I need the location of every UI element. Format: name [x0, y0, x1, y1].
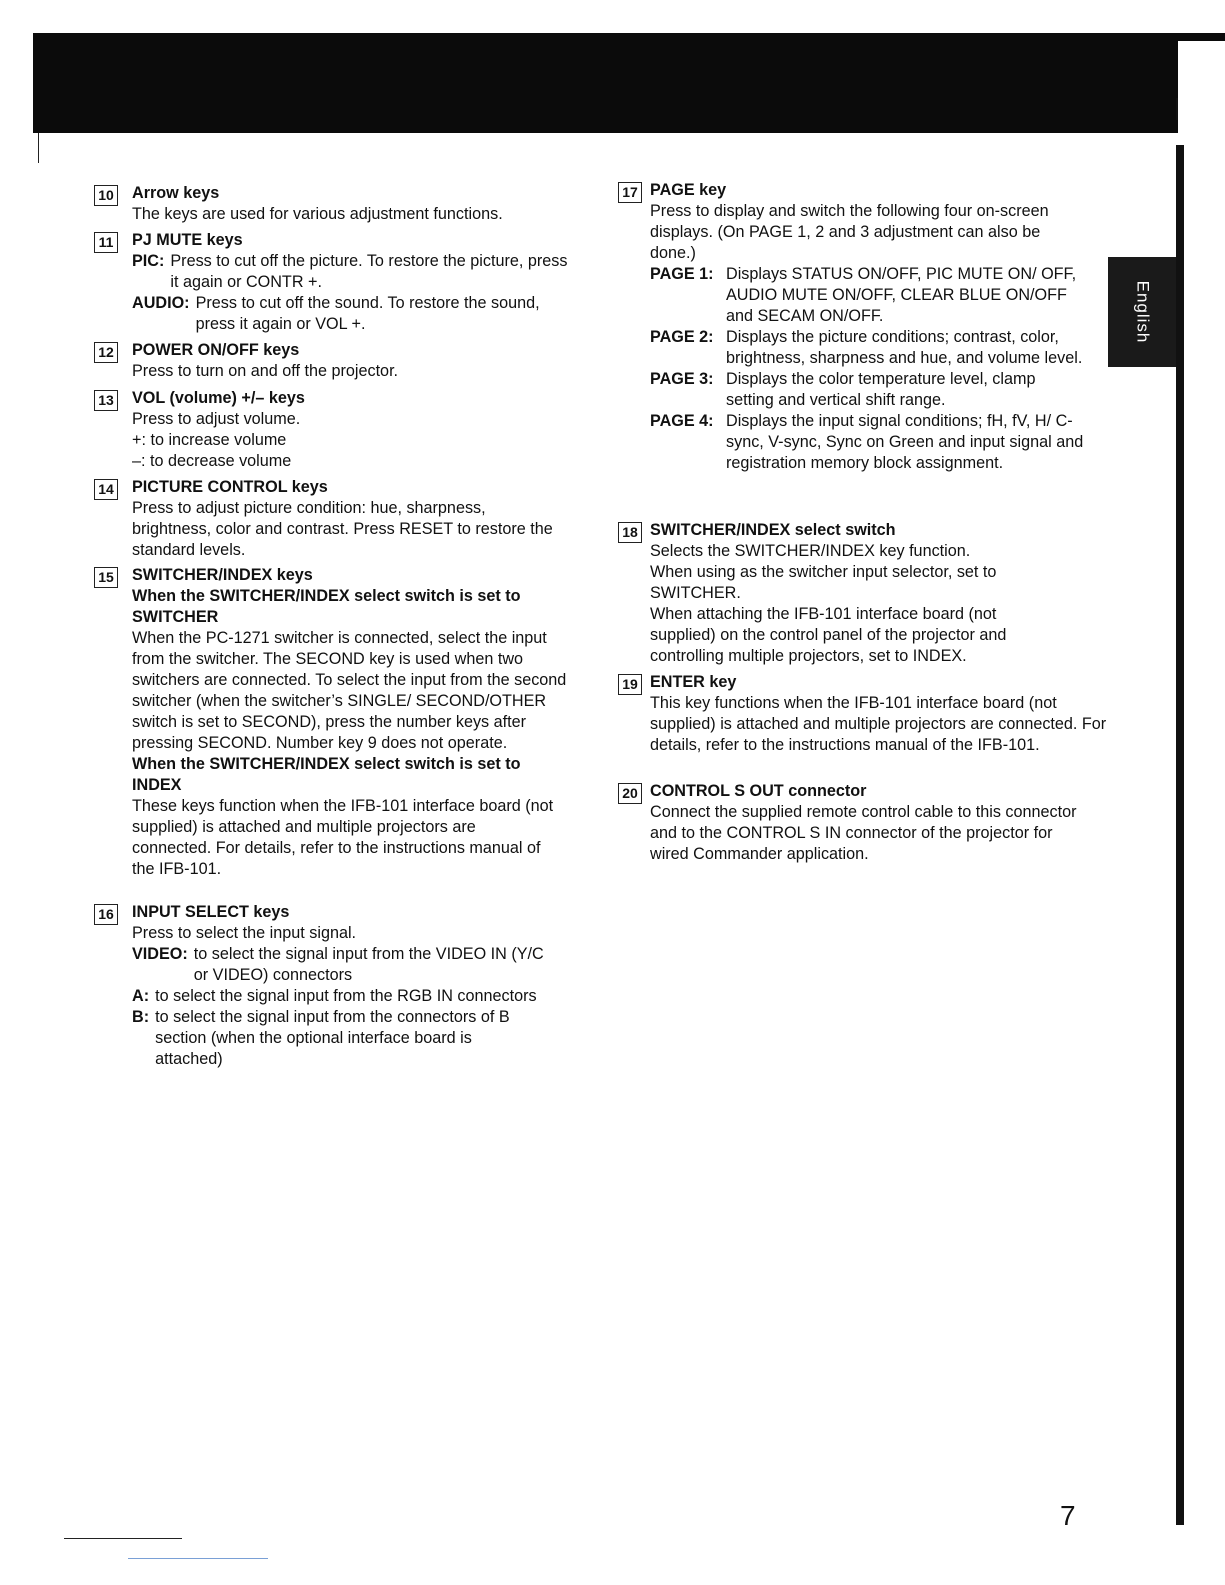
video-text: to select the signal input from the VIDEO IN (Y/C or VIDEO) connectors — [193, 945, 544, 984]
item-number: 16 — [94, 904, 118, 925]
page-text: Displays the input signal conditions; fH, fV, H/ C-sync, V-sync, Sync on Green and input signal and registration memory block assignment. — [726, 412, 1084, 472]
item-12 — [94, 340, 569, 382]
item-13 — [94, 388, 569, 472]
item-number: 15 — [94, 567, 118, 588]
item-text: When attaching the IFB-101 interface board (not supplied) on the control panel of the projector and controlling multiple projectors, set to INDEX. — [650, 605, 1007, 665]
pic-label: PIC: — [132, 252, 165, 270]
item-text: Press to select the input signal. — [132, 924, 357, 942]
item-number: 14 — [94, 479, 118, 500]
item-title: PJ MUTE keys — [132, 231, 243, 249]
b-label: B: — [132, 1008, 150, 1026]
right-edge-bar — [1176, 145, 1184, 1525]
item-20 — [618, 781, 1088, 865]
item-number: 19 — [618, 674, 642, 695]
page-text: Displays STATUS ON/OFF, PIC MUTE ON/ OFF, AUDIO MUTE ON/OFF, CLEAR BLUE ON/OFF and SECAM ON/OFF. — [726, 265, 1077, 325]
item-number: 10 — [94, 185, 118, 206]
item-18 — [618, 520, 1088, 667]
item-number: 20 — [618, 783, 642, 804]
page-label: PAGE 2: — [650, 328, 714, 346]
item-text: +: to increase volume — [132, 431, 287, 449]
a-text: to select the signal input from the RGB IN connectors — [155, 987, 537, 1005]
b-text: to select the signal input from the connectors of B section (when the optional interface board is attached) — [155, 1008, 510, 1068]
header-bar — [33, 33, 1178, 133]
item-title: VOL (volume) +/– keys — [132, 389, 305, 407]
item-number: 12 — [94, 342, 118, 363]
item-text: The keys are used for various adjustment functions. — [132, 205, 503, 223]
item-text: These keys function when the IFB-101 interface board (not supplied) is attached and multiple projectors are connected. For details, refer to the instructions manual of the IFB-101. — [132, 797, 554, 878]
item-15 — [94, 565, 569, 880]
video-label: VIDEO: — [132, 945, 188, 963]
item-title: INPUT SELECT keys — [132, 903, 290, 921]
item-10 — [94, 183, 569, 225]
item-17 — [618, 180, 1088, 474]
page-label: PAGE 1: — [650, 265, 714, 283]
item-title: SWITCHER/INDEX keys — [132, 566, 313, 584]
footer-rule-secondary — [128, 1558, 268, 1559]
item-text: When the PC-1271 switcher is connected, select the input from the switcher. The SECOND key is used when two switchers are connected. To select the input from the second switcher (when the switcher’s SINGLE/ SECOND/OTHER switch is set to SECOND), press the number keys after pressing SECOND. Number key 9 does not operate. — [132, 629, 567, 752]
item-text: Press to adjust volume. — [132, 410, 301, 428]
item-title: POWER ON/OFF keys — [132, 341, 300, 359]
item-11 — [94, 230, 569, 335]
item-title: Arrow keys — [132, 184, 220, 202]
item-title: SWITCHER/INDEX select switch — [650, 521, 896, 539]
language-tab — [1108, 257, 1176, 367]
item-title: CONTROL S OUT connector — [650, 782, 867, 800]
page-label: PAGE 4: — [650, 412, 714, 430]
item-number: 13 — [94, 390, 118, 411]
item-text: This key functions when the IFB-101 interface board (not supplied) is attached and multiple projectors are connected. For details, refer to the instructions manual of the IFB-101. — [650, 694, 1107, 754]
item-number: 11 — [94, 232, 118, 253]
language-tab-label: English — [1132, 280, 1152, 344]
item-title: PICTURE CONTROL keys — [132, 478, 328, 496]
page-text: Displays the color temperature level, clamp setting and vertical shift range. — [726, 370, 1036, 409]
audio-text: Press to cut off the sound. To restore the sound, press it again or VOL +. — [195, 294, 540, 333]
item-title: PAGE key — [650, 181, 727, 199]
item-14 — [94, 477, 569, 561]
audio-label: AUDIO: — [132, 294, 190, 312]
item-text: Press to adjust picture condition: hue, sharpness, brightness, color and contrast. Press RESET to restore the standard levels. — [132, 499, 553, 559]
footer-rule — [64, 1538, 182, 1539]
page-label: PAGE 3: — [650, 370, 714, 388]
item-text: –: to decrease volume — [132, 452, 292, 470]
right-edge-tick — [1176, 98, 1178, 120]
item-text: Connect the supplied remote control cable to this connector and to the CONTROL S IN connector of the projector for wired Commander application. — [650, 803, 1077, 863]
page-number: 7 — [1060, 1500, 1076, 1531]
item-title: ENTER key — [650, 673, 737, 691]
pic-text: Press to cut off the picture. To restore the picture, press it again or CONTR +. — [170, 252, 568, 291]
item-text: Selects the SWITCHER/INDEX key function. — [650, 542, 971, 560]
left-margin-rule — [38, 133, 39, 163]
item-text: When using as the switcher input selector, set to SWITCHER. — [650, 563, 997, 602]
item-text: Press to turn on and off the projector. — [132, 362, 399, 380]
item-number: 18 — [618, 522, 642, 543]
page-text: Displays the picture conditions; contrast, color, brightness, sharpness and hue, and volume level. — [726, 328, 1083, 367]
item-number: 17 — [618, 182, 642, 203]
item-16 — [94, 902, 569, 1070]
item-subheading: When the SWITCHER/INDEX select switch is set to SWITCHER — [132, 587, 521, 626]
item-text: Press to display and switch the following four on-screen displays. (On PAGE 1, 2 and 3 adjustment can also be done.) — [650, 202, 1049, 262]
a-label: A: — [132, 987, 150, 1005]
item-19 — [618, 672, 1107, 756]
item-subheading: When the SWITCHER/INDEX select switch is set to INDEX — [132, 755, 521, 794]
